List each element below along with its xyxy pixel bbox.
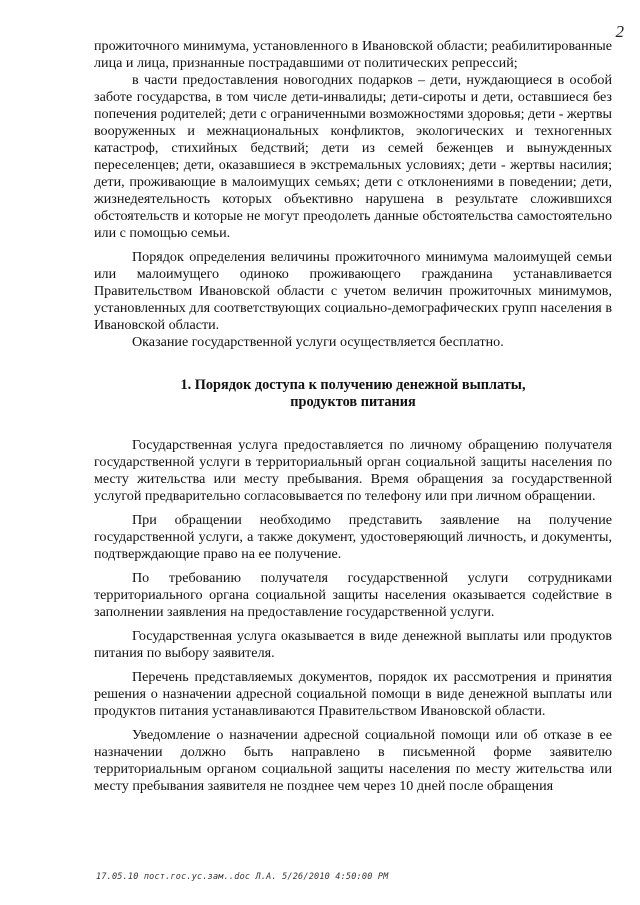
paragraph-notification: Уведомление о назначении адресной социальной помощи или об отказе в ее назначении должно быть направлено в письменной форме заявителю территориальным органом социальной защиты населения по месту жительства или месту пребывания заявителя не позднее чем через 10 дней после обращения xyxy=(94,727,612,794)
paragraph-new-year-gifts: в части предоставления новогодних подарков – дети, нуждающиеся в особой заботе государства, в том числе дети-инвалиды; дети-сироты и дети, оставшиеся без попечения родителей; дети с ограниченными возможностями здоровья; дети - жертвы вооруженных и межнациональных конфликтов, экологических и техногенных катастроф, стихийных бедствий; дети из семей беженцев и вынужденных переселенцев; дети, оказавшиеся в экстремальных условиях; дети - жертвы насилия; дети, проживающие в малоимущих семьях; дети с отклонениями в поведении; дети, жизнедеятельность которых объективно нарушена в результате сложившихся обстоятельств и которые не могут преодолеть данные обстоятельства самостоятельно или с помощью семьи. xyxy=(94,72,612,241)
paragraph-documents-list: Перечень представляемых документов, порядок их рассмотрения и принятия решения о назначении адресной социальной помощи в виде денежной выплаты или продуктов питания устанавливаются Правительством Ивановской области. xyxy=(94,669,612,719)
paragraph-assistance: По требованию получателя государственной услуги сотрудниками территориального органа социальной защиты населения оказывается содействие в заполнении заявления на предоставление государственной услуги. xyxy=(94,570,612,620)
paragraph-personal-application: Государственная услуга предоставляется по личному обращению получателя государственной услуги в территориальный орган социальной защиты населения по месту жительства или месту пребывания. Время обращения за государственной услугой предварительно согласовывается по телефону или при личном обращении. xyxy=(94,437,612,504)
paragraph-required-documents: При обращении необходимо представить заявление на получение государственной услуги, а также документ, удостоверяющий личность, и документы, подтверждающие право на ее получение. xyxy=(94,512,612,562)
paragraph-free-of-charge: Оказание государственной услуги осуществляется бесплатно. xyxy=(132,334,504,350)
page-number: 2 xyxy=(615,22,624,41)
document-footer: 17.05.10 пост.гос.ус.зам..doc Л.А. 5/26/2010 4:50:00 PM xyxy=(96,872,389,882)
paragraph-continuation: прожиточного минимума, установленного в Ивановской области; реабилитированные лица и лица, признанные пострадавшими от политических репрессий; xyxy=(94,38,612,71)
section-heading-line-2: продуктов питания xyxy=(290,394,416,410)
section-heading-line-1: 1. Порядок доступа к получению денежной выплаты, xyxy=(180,377,526,393)
paragraph-subsistence-minimum: Порядок определения величины прожиточного минимума малоимущей семьи или малоимущего одиноко проживающего гражданина устанавливается Правительством Ивановской области с учетом величин прожиточных минимумов, установленных для соответствующих социально-демографических групп населения в Ивановской области. xyxy=(94,249,612,333)
document-body xyxy=(94,38,612,795)
paragraph-form-of-service: Государственная услуга оказывается в виде денежной выплаты или продуктов питания по выбору заявителя. xyxy=(94,628,612,661)
section-heading xyxy=(94,377,612,411)
